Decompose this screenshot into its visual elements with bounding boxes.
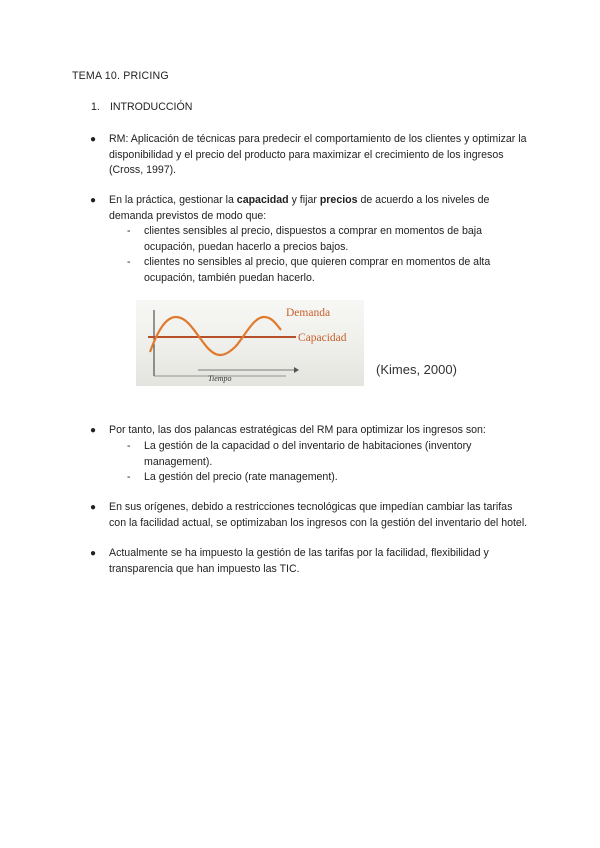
paragraph-current (90, 546, 530, 577)
time-arrow-head (294, 367, 299, 373)
demand-capacity-figure (136, 300, 364, 386)
paragraph-text: Actualmente se ha impuesto la gestión de las tarifas por la facilidad, flexibilidad y transparencia que han impuesto las TIC. (109, 547, 489, 575)
text-run: En la práctica, gestionar la (109, 194, 237, 206)
bold-precios: precios (319, 194, 358, 206)
sub-item-inventory (127, 439, 522, 470)
paragraph-rm-definition (90, 132, 530, 179)
dash-marker: - (127, 225, 131, 237)
sub-item-text: clientes no sensibles al precio, que quieren comprar en momentos de alta ocupación, también puedan hacerlo. (144, 256, 491, 284)
bullet-icon: ● (90, 195, 97, 206)
dash-marker: - (127, 256, 131, 268)
paragraph-text: RM: Aplicación de técnicas para predecir el comportamiento de los clientes y optimizar la disponibilidad y el precio del producto para maximizar el crecimiento de los ingresos (Cross, 1997). (109, 133, 527, 176)
sub-item-price-sensitive (127, 224, 522, 255)
paragraph-origins (90, 500, 530, 531)
document-title: TEMA 10. PRICING (72, 70, 169, 82)
capacidad-label: Capacidad (298, 332, 347, 344)
text-run: de acuerdo a los niveles de demanda previstos de modo que: (109, 194, 490, 222)
bullet-icon: ● (90, 425, 97, 436)
bullet-icon: ● (90, 502, 97, 513)
section-number: 1. (91, 101, 100, 113)
bullet-icon: ● (90, 548, 97, 559)
dash-marker: - (127, 471, 131, 483)
paragraph-text: En sus orígenes, debido a restricciones tecnológicas que impedían cambiar las tarifas con la facilidad actual, se optimizaban los ingresos con la gestión del inventario del hotel. (109, 501, 528, 529)
paragraph-practice (90, 193, 530, 224)
paragraph-text (109, 193, 530, 224)
bullet-icon: ● (90, 134, 97, 145)
section-heading (91, 101, 192, 113)
paragraph-text: Por tanto, las dos palancas estratégicas del RM para optimizar los ingresos son: (109, 424, 486, 436)
sub-item-text: La gestión del precio (rate management). (144, 471, 338, 483)
section-heading-text: INTRODUCCIÓN (109, 101, 193, 113)
dash-marker: - (127, 440, 131, 452)
figure-citation: (Kimes, 2000) (376, 362, 457, 377)
bold-capacidad: capacidad (236, 194, 289, 206)
tiempo-label: Tiempo (208, 374, 232, 383)
sub-item-rate (127, 470, 522, 486)
demand-capacity-diagram (136, 300, 364, 386)
sub-item-text: La gestión de la capacidad o del inventario de habitaciones (inventory management). (144, 440, 472, 468)
demanda-label: Demanda (286, 307, 331, 319)
paragraph-levers (90, 423, 530, 439)
sub-item-price-insensitive (127, 255, 522, 286)
sub-item-text: clientes sensibles al precio, dispuestos a comprar en momentos de baja ocupación, puedan hacerlo a precios bajos. (144, 225, 483, 253)
text-run: y fijar (288, 194, 320, 206)
